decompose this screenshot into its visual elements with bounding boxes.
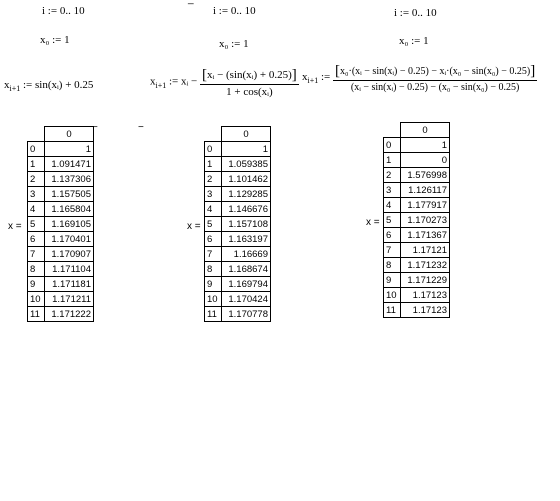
formula-lhs: x bbox=[150, 75, 156, 88]
row-index: 1 bbox=[384, 153, 401, 168]
row-value: 1.576998 bbox=[401, 168, 450, 183]
table-row bbox=[28, 292, 94, 307]
row-value: 1.16669 bbox=[222, 247, 271, 262]
table-header-row bbox=[384, 123, 450, 138]
row-value: 1.171232 bbox=[401, 258, 450, 273]
formula-rhs: sin(xᵢ) + 0.25 bbox=[35, 79, 94, 91]
column-header: 0 bbox=[401, 123, 450, 138]
table-row bbox=[205, 187, 271, 202]
row-value: 1.157108 bbox=[222, 217, 271, 232]
table-row bbox=[205, 277, 271, 292]
row-index: 8 bbox=[28, 262, 45, 277]
row-value: 1.168674 bbox=[222, 262, 271, 277]
table-row bbox=[205, 217, 271, 232]
column-header: 0 bbox=[45, 127, 94, 142]
row-value: 1.17123 bbox=[401, 303, 450, 318]
row-index: 4 bbox=[384, 198, 401, 213]
corner-cell bbox=[28, 127, 45, 142]
table-row bbox=[205, 292, 271, 307]
table-row bbox=[384, 213, 450, 228]
results-table bbox=[383, 122, 450, 318]
row-value: 1.157505 bbox=[45, 187, 94, 202]
row-index: 4 bbox=[205, 202, 222, 217]
row-value: 1.171229 bbox=[401, 273, 450, 288]
table-row bbox=[384, 228, 450, 243]
formula-fraction bbox=[333, 62, 537, 93]
row-value: 1.171104 bbox=[45, 262, 94, 277]
row-value: 1.17121 bbox=[401, 243, 450, 258]
table-row bbox=[384, 198, 450, 213]
table-row bbox=[384, 138, 450, 153]
row-index: 9 bbox=[28, 277, 45, 292]
row-value: 1.126117 bbox=[401, 183, 450, 198]
range-definition: i := 0.. 10 bbox=[213, 5, 256, 17]
row-value: 1.171181 bbox=[45, 277, 94, 292]
row-value: 1.170273 bbox=[401, 213, 450, 228]
row-value: 1.169794 bbox=[222, 277, 271, 292]
table-row bbox=[205, 202, 271, 217]
row-value: 1.101462 bbox=[222, 172, 271, 187]
fraction-numerator: [x₀·(xᵢ − sin(xᵢ) − 0.25) − xᵢ·(x₀ − sin(x₀) − 0.25)] bbox=[335, 63, 536, 79]
column-header: 0 bbox=[222, 127, 271, 142]
row-value: 1.059385 bbox=[222, 157, 271, 172]
table-row bbox=[28, 307, 94, 322]
row-value: 1 bbox=[401, 138, 450, 153]
row-index: 5 bbox=[205, 217, 222, 232]
row-value: 0 bbox=[401, 153, 450, 168]
row-index: 2 bbox=[28, 172, 45, 187]
table-row bbox=[28, 217, 94, 232]
table-row bbox=[384, 288, 450, 303]
table-row bbox=[28, 277, 94, 292]
table-row bbox=[384, 303, 450, 318]
row-index: 11 bbox=[28, 307, 45, 322]
row-value: 1.163197 bbox=[222, 232, 271, 247]
row-index: 0 bbox=[205, 142, 222, 157]
row-value: 1.170401 bbox=[45, 232, 94, 247]
initial-value: x₀ := 1 bbox=[399, 35, 429, 47]
row-value: 1.17123 bbox=[401, 288, 450, 303]
row-value: 1.146676 bbox=[222, 202, 271, 217]
row-index: 8 bbox=[205, 262, 222, 277]
table-row bbox=[205, 232, 271, 247]
table-row bbox=[205, 172, 271, 187]
row-value: 1.171222 bbox=[45, 307, 94, 322]
table-row bbox=[28, 232, 94, 247]
stray-mark: − bbox=[138, 122, 144, 133]
table-row bbox=[205, 307, 271, 322]
row-value: 1.137306 bbox=[45, 172, 94, 187]
table-row bbox=[28, 142, 94, 157]
row-value: 1.129285 bbox=[222, 187, 271, 202]
formula-lhs-subscript: i+1 bbox=[9, 84, 21, 93]
formula-lhs: x bbox=[302, 71, 308, 84]
iteration-formula bbox=[4, 79, 93, 91]
fraction-numerator: [xᵢ − (sin(xᵢ) + 0.25)] bbox=[202, 67, 297, 83]
row-index: 0 bbox=[384, 138, 401, 153]
row-index: 4 bbox=[28, 202, 45, 217]
row-index: 9 bbox=[384, 273, 401, 288]
table-row bbox=[384, 153, 450, 168]
table-header-row bbox=[28, 127, 94, 142]
table-row bbox=[384, 168, 450, 183]
table-row bbox=[384, 258, 450, 273]
row-value: 1.165804 bbox=[45, 202, 94, 217]
formula-lhs: x bbox=[4, 79, 10, 91]
row-index: 2 bbox=[205, 172, 222, 187]
range-definition: i := 0.. 10 bbox=[42, 5, 85, 17]
table-label: x = bbox=[366, 217, 380, 228]
corner-cell bbox=[384, 123, 401, 138]
row-index: 3 bbox=[205, 187, 222, 202]
row-index: 3 bbox=[28, 187, 45, 202]
formula-lhs-subscript: i+1 bbox=[307, 76, 319, 86]
table-label: x = bbox=[8, 221, 22, 232]
assign-operator: := bbox=[320, 71, 331, 84]
stray-mark: − bbox=[92, 122, 98, 133]
range-definition: i := 0.. 10 bbox=[394, 7, 437, 19]
row-index: 9 bbox=[205, 277, 222, 292]
initial-value: x₀ := 1 bbox=[40, 34, 70, 46]
row-index: 1 bbox=[205, 157, 222, 172]
table-label: x = bbox=[187, 221, 201, 232]
assign-operator: := bbox=[22, 79, 33, 91]
stray-mark bbox=[188, 0, 194, 5]
row-index: 1 bbox=[28, 157, 45, 172]
row-value: 1.170907 bbox=[45, 247, 94, 262]
table-row bbox=[28, 172, 94, 187]
row-value: 1.170778 bbox=[222, 307, 271, 322]
fraction-denominator: (xᵢ − sin(xᵢ) − 0.25) − (x₀ − sin(x₀) − 0.25) bbox=[350, 82, 520, 93]
row-value: 1 bbox=[45, 142, 94, 157]
row-index: 7 bbox=[205, 247, 222, 262]
table-row bbox=[384, 243, 450, 258]
table-row bbox=[205, 247, 271, 262]
table-row bbox=[28, 157, 94, 172]
table-row bbox=[28, 202, 94, 217]
row-index: 10 bbox=[384, 288, 401, 303]
table-header-row bbox=[205, 127, 271, 142]
row-value: 1 bbox=[222, 142, 271, 157]
row-index: 8 bbox=[384, 258, 401, 273]
row-index: 11 bbox=[205, 307, 222, 322]
iteration-formula bbox=[302, 62, 537, 93]
row-index: 6 bbox=[205, 232, 222, 247]
table-row bbox=[205, 142, 271, 157]
row-index: 3 bbox=[384, 183, 401, 198]
row-index: 7 bbox=[28, 247, 45, 262]
initial-value: x₀ := 1 bbox=[219, 38, 249, 50]
corner-cell bbox=[205, 127, 222, 142]
table-row bbox=[205, 262, 271, 277]
row-index: 7 bbox=[384, 243, 401, 258]
row-value: 1.171211 bbox=[45, 292, 94, 307]
row-index: 11 bbox=[384, 303, 401, 318]
results-table bbox=[204, 126, 271, 322]
formula-fraction bbox=[200, 66, 299, 98]
formula-prefix: xᵢ − bbox=[181, 75, 198, 88]
row-value: 1.169105 bbox=[45, 217, 94, 232]
table-row bbox=[384, 273, 450, 288]
assign-operator: := bbox=[168, 75, 179, 88]
iteration-formula bbox=[150, 66, 299, 98]
formula-lhs-subscript: i+1 bbox=[155, 80, 167, 90]
fraction-denominator: 1 + cos(xᵢ) bbox=[226, 86, 273, 98]
table-row bbox=[384, 183, 450, 198]
row-index: 5 bbox=[28, 217, 45, 232]
results-table bbox=[27, 126, 94, 322]
row-value: 1.170424 bbox=[222, 292, 271, 307]
row-value: 1.091471 bbox=[45, 157, 94, 172]
table-row bbox=[28, 187, 94, 202]
table-row bbox=[205, 157, 271, 172]
row-value: 1.177917 bbox=[401, 198, 450, 213]
row-index: 2 bbox=[384, 168, 401, 183]
row-index: 6 bbox=[384, 228, 401, 243]
table-row bbox=[28, 247, 94, 262]
row-index: 6 bbox=[28, 232, 45, 247]
table-row bbox=[28, 262, 94, 277]
row-value: 1.171367 bbox=[401, 228, 450, 243]
row-index: 10 bbox=[205, 292, 222, 307]
row-index: 5 bbox=[384, 213, 401, 228]
row-index: 0 bbox=[28, 142, 45, 157]
row-index: 10 bbox=[28, 292, 45, 307]
